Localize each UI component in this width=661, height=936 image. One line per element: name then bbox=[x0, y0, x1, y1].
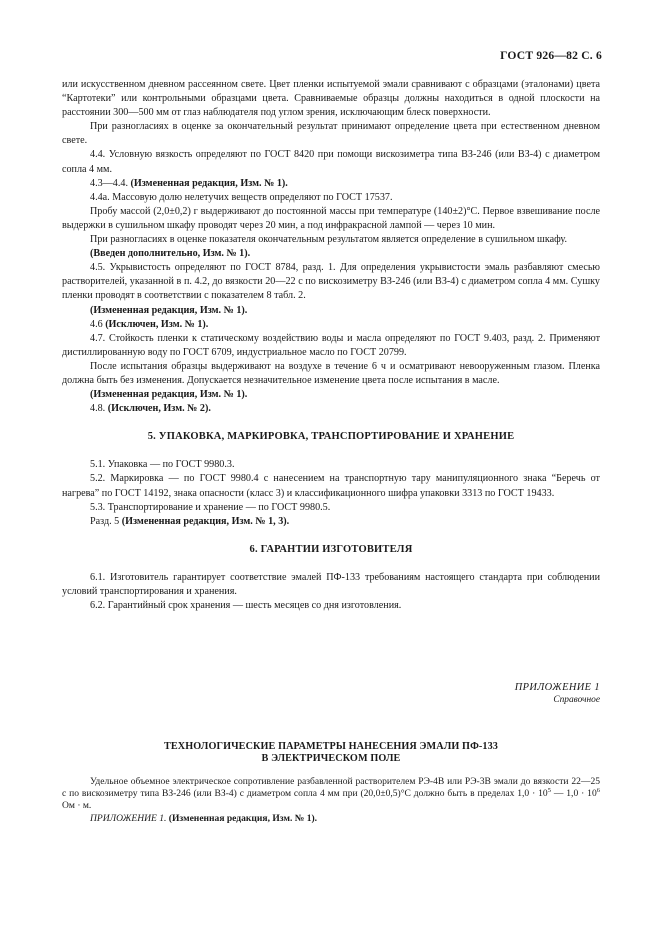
amendment-note bbox=[62, 402, 600, 416]
appendix-title bbox=[62, 741, 600, 764]
paragraph-6-1: 6.1. Изготовитель гарантирует соответствие эмалей ПФ-133 требованиям настоящего стандарта при соблюдении условий транспортирования и хранения. bbox=[62, 571, 600, 597]
paragraph-4-4a: 4.4а. Массовую долю нелетучих веществ определяют по ГОСТ 17537. bbox=[90, 191, 393, 203]
paragraph: При разногласиях в оценке за окончательный результат принимают определение цвета при естественном дневном свете. bbox=[62, 121, 600, 147]
appendix-paragraph bbox=[62, 776, 600, 813]
clause-number: 4.6 bbox=[90, 318, 103, 330]
appendix-title-line: В ЭЛЕКТРИЧЕСКОМ ПОЛЕ bbox=[261, 752, 401, 764]
paragraph: После испытания образцы выдерживают на воздухе в течение 6 ч и осматривают невооруженным глазом. Пленка должна быть без изменения. Допускается незначительное изменение цвета после испытания в масле. bbox=[62, 360, 600, 386]
paragraph: При разногласиях в оценке показателя окончательным результатом является определение в сушильном шкафу. bbox=[90, 234, 567, 246]
section-5-title: 5. УПАКОВКА, МАРКИРОВКА, ТРАНСПОРТИРОВАНИЕ И ХРАНЕНИЕ bbox=[147, 431, 515, 443]
amendment-note: (Измененная редакция, Изм. № 1). bbox=[90, 389, 248, 401]
appendix-note-label: ПРИЛОЖЕНИЕ 1. bbox=[90, 812, 167, 824]
paragraph-5-3: 5.3. Транспортирование и хранение — по ГОСТ 9980.5. bbox=[90, 501, 331, 513]
exponent: 6 bbox=[596, 787, 600, 795]
paragraph-4-7: 4.7. Стойкость пленки к статическому воздействию воды и масла определяют по ГОСТ 9.403, разд. 2. Применяют дистиллированную воду по ГОСТ 6709, индустриальное масло по ГОСТ 20799. bbox=[62, 332, 600, 358]
appendix-text-part: Ом · м. bbox=[62, 800, 92, 812]
amendment-text: (Исключен, Изм. № 2). bbox=[107, 403, 211, 415]
amendment-note bbox=[62, 177, 600, 191]
clause-number: Разд. 5 bbox=[90, 515, 120, 527]
appendix-text bbox=[62, 776, 600, 825]
paragraph: Пробу массой (2,0±0,2) г выдерживают до постоянной массы при температуре (140±2)°С. Первое взвешивание после выдержки в сушильном шкафу проводят через 20 мин, а под инфракрасной лампой — через 10 мин. bbox=[62, 205, 600, 231]
paragraph-5-2: 5.2. Маркировка — по ГОСТ 9980.4 с нанесением на транспортную тару манипуляционного знака “Беречь от нагрева” по ГОСТ 14192, знака опасности (класс 3) и классификационного шифра упаковки 3313 по ГОСТ 19433. bbox=[62, 473, 600, 499]
amendment-text: (Исключен, Изм. № 1). bbox=[105, 318, 209, 330]
appendix-heading bbox=[515, 681, 600, 706]
appendix-amendment-note bbox=[62, 813, 600, 825]
paragraph-4-4: 4.4. Условную вязкость определяют по ГОСТ 8420 при помощи вискозиметра типа ВЗ-246 (или ВЗ-4) с диаметром сопла 4 мм. bbox=[62, 149, 600, 175]
appendix-sublabel: Справочное bbox=[553, 695, 600, 705]
amendment-note: (Введен дополнительно, Изм. № 1). bbox=[90, 248, 251, 260]
appendix-text-part: Удельное объемное электрическое сопротивление разбавленной растворителем РЭ-4В или РЭ-3В эмали до вязкости 22—25 с по вискозиметру типа ВЗ-246 (или ВЗ-4) с диаметром сопла 4 мм при (20,0±0,5)°С должно быть в пределах 1,0 · 10 bbox=[62, 776, 600, 800]
appendix-label: ПРИЛОЖЕНИЕ 1 bbox=[514, 682, 600, 693]
clause-number: 4.8. bbox=[90, 403, 106, 415]
amendment-note bbox=[62, 318, 600, 332]
paragraph-4-5: 4.5. Укрывистость определяют по ГОСТ 8784, разд. 1. Для определения укрывистости эмаль разбавляют смесью растворителей, указанной в п. 4.2, до вязкости 20—22 с по вискозиметру ВЗ-246 (или ВЗ-4) с диаметром сопла 4 мм. Сушку пленки проводят в соответствии с показателем 8 табл. 2. bbox=[62, 262, 600, 302]
amendment-note: (Измененная редакция, Изм. № 1). bbox=[90, 304, 248, 316]
appendix-text-part: — 1,0 · 10 bbox=[550, 788, 597, 800]
amendment-text: (Измененная редакция, Изм. № 1). bbox=[168, 812, 318, 824]
amendment-text: (Измененная редакция, Изм. № 1, 3). bbox=[121, 515, 290, 527]
amendment-note bbox=[62, 515, 600, 529]
appendix-title-line: ТЕХНОЛОГИЧЕСКИЕ ПАРАМЕТРЫ НАНЕСЕНИЯ ЭМАЛИ ПФ-133 bbox=[163, 741, 499, 752]
section-6-title: 6. ГАРАНТИИ ИЗГОТОВИТЕЛЯ bbox=[249, 543, 413, 555]
paragraph-6-2: 6.2. Гарантийный срок хранения — шесть месяцев со дня изготовления. bbox=[90, 600, 402, 612]
page-header: ГОСТ 926—82 С. 6 bbox=[500, 49, 602, 62]
exponent: 5 bbox=[547, 787, 551, 795]
clause-number: 4.3—4.4. bbox=[90, 177, 128, 189]
paragraph-5-1: 5.1. Упаковка — по ГОСТ 9980.3. bbox=[90, 459, 235, 471]
amendment-text: (Измененная редакция, Изм. № 1). bbox=[130, 177, 288, 189]
paragraph: или искусственном дневном рассеянном свете. Цвет пленки испытуемой эмали сравнивают с образцами (эталонами) цвета “Картотеки” или контрольными образцами цвета. Сравниваемые образцы должны находиться в одной плоскости на расстоянии 300—500 мм от глаз наблюдателя под углом зрения, исключающим блеск поверхности. bbox=[62, 79, 600, 119]
main-text bbox=[62, 78, 600, 613]
